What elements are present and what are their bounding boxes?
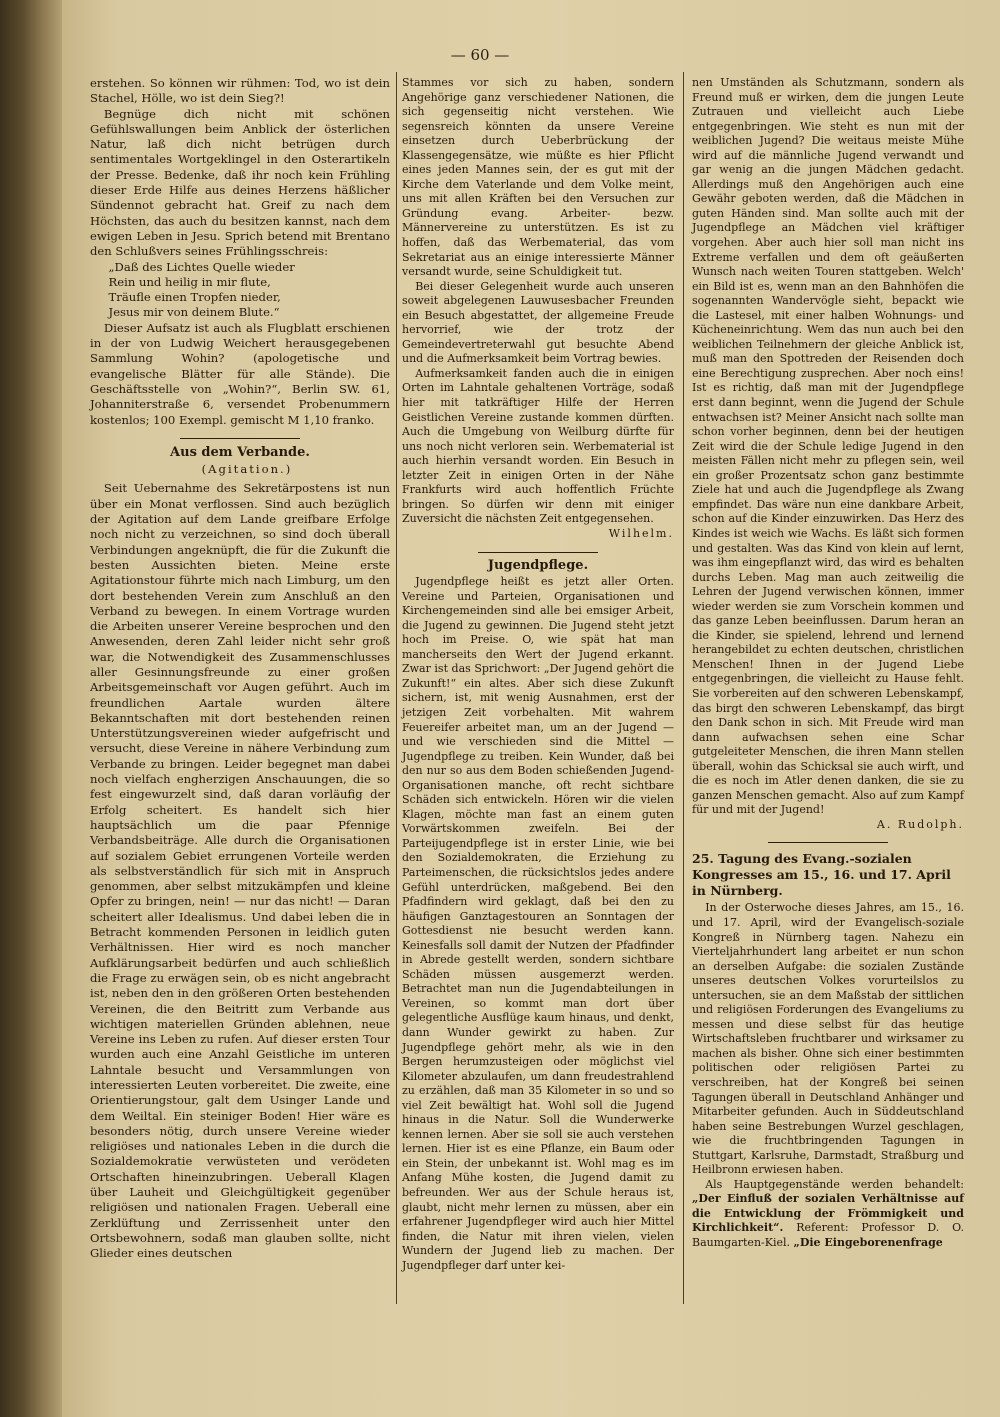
paragraph: Aufmerksamkeit fanden auch die in einigen Orten im Lahntale gehaltenen Vorträge, sodaß hier mit tatkräftiger Hilfe der Herren Geistlichen Vereine zustande kommen dürften. Auch die Umgebung von Weilburg dürfte für uns noch nicht verloren sein. Werbematerial ist auch hierhin versandt worden. Ein Besuch in letzter Zeit in einigen Orten in der Nähe Frankfurts wird auch hoffentlich Früchte bringen. So dürfen wir denn mit einiger Zuversicht die nächsten Zeit entgegensehen. — [402, 366, 674, 526]
paragraph — [692, 1178, 964, 1251]
paragraph: Begnüge dich nicht mit schönen Gefühlswallungen beim Anblick der österlichen Natur, laß dich nicht betrügen durch sentimentales Wortgeklingel in den Osterartikeln der Presse. Bedenke, daß ihr noch kein Frühling dieser Erde Hilfe aus deines Herzens häßlicher Sündennot gebracht hat. Greif zu nach dem Höchsten, das auch du besitzen kannst, nach dem ewigen Leben in Jesu. Sprich betend mit Brentano den Schlußvers seines Frühlingsschreis: — [90, 106, 390, 259]
verse-line: „Daß des Lichtes Quelle wieder — [108, 259, 295, 274]
section-subheading: (Agitation.) — [201, 462, 293, 477]
paragraph: Bei dieser Gelegenheit wurde auch unseren soweit abgelegenen Lauwusesbacher Freunden ein Besuch abgestattet, der allgemeine Freude hervorrief, wie der trotz der Gemeindevertreterwahl gut besuchte Abend und die Aufmerksamkeit beim Vortrag bewies. — [402, 279, 674, 366]
text-run: Als Hauptgegenstände werden behandelt: — [705, 1177, 964, 1191]
paragraph: In der Osterwoche dieses Jahres, am 15., 16. und 17. April, wird der Evangelisch-soziale Kongreß in Nürnberg tagen. Nahezu ein Vierteljahrhundert lang arbeitet er nun schon an derselben Aufgabe: die sozialen Zustände unseres deutschen Volkes vorurteilslos zu untersuchen, sie an dem Maßstab der sittlichen und religiösen Forderungen des Evangeliums zu messen und diese selbst für das heutige Wirtschaftsleben fruchtbarer und wirksamer zu machen als bisher. Ohne sich einer bestimmten politischen oder religiösen Partei zu verschreiben, hat der Kongreß bei seinen Tagungen überall in Deutschland Anhänger und Mitarbeiter gefunden. Auch in Süddeutschland haben seine Bestrebungen Wurzel geschlagen, wie die fruchtbringenden Tagungen in Stuttgart, Karlsruhe, Darmstadt, Straßburg und Heilbronn erwiesen haben. — [692, 901, 964, 1177]
paragraph: Seit Uebernahme des Sekretärpostens ist nun über ein Monat verflossen. Sind auch bezüglich der Agitation auf dem Lande greifbare Erfolge noch nicht zu verzeichnen, so sind doch überall Verbindungen angeknüpft, die für die Zukunft die besten Aussichten bieten. Meine erste Agitationstour führte mich nach Limburg, um den dort bestehenden Verein zum Anschluß an den Verband zu bewegen. In einem Vortrage wurden die Arbeiten unserer Vereine besprochen und den Anwesenden, deren Zahl leider nicht sehr groß war, die Notwendigkeit des Zusammenschlusses aller Gesinnungsfreunde zu einer großen Arbeitsgemeinschaft vor Augen geführt. Auch im freundlichen Aartale wurden ältere Bekanntschaften mit dort bestehenden reinen Unterstützungsvereinen wieder aufgefrischt und versucht, diese Vereine in nähere Verbindung zum Verbande zu bringen. Leider begegnet man dabei noch vielfach engherzigen Anschauungen, die so fest eingewurzelt sind, daß daran vorläufig der Erfolg scheitert. Es handelt sich hier hauptsächlich um die paar Pfennige Verbandsbeiträge. Alle durch die Organisationen auf sozialem Gebiet errungenen Vorteile werden als selbstverständlich für sich mit in Anspruch genommen, aber selbst mitzukämpfen und kleine Opfer zu bringen, nein! — nur das nicht! — Daran scheitert aller Idealismus. Und dabei leben die in Betracht kommenden Personen in leidlich guten Verhältnissen. Hier wird es noch mancher Aufklärungsarbeit bedürfen und auch schließlich die Frage zu erwägen sein, ob es nicht angebracht ist, neben den in den größeren Orten bestehenden Vereinen, die den Beitritt zum Verbande aus wichtigen materiellen Gründen ablehnen, neue Vereine ins Leben zu rufen. Auf dieser ersten Tour wurden auch eine Anzahl Geistliche im unteren Lahntale besucht und Versammlungen von interessierten Leuten vorbereitet. Die zweite, eine Orientierungstour, galt dem Usinger Lande und dem Weiltal. Ein steiniger Boden! Hier wäre es besonders nötig, durch unsere Vereine wieder religiöses und nationales Leben in die durch die Sozialdemokratie verwüsteten und verödeten Ortschaften hineinzubringen. Ueberall Klagen über Lauheit und Gleichgültigkeit gegenüber religiösen und nationalen Fragen. Ueberall eine Zerklüftung und Zerrissenheit unter den Ortsbewohnern, sodaß man glauben sollte, nicht Glieder eines deutschen — [90, 481, 390, 1261]
section-heading: Aus dem Verbande. — [170, 444, 310, 460]
author-signature: A. Rudolph. — [876, 817, 964, 831]
column-middle — [402, 76, 674, 1273]
paragraph: nen Umständen als Schutzmann, sondern als Freund muß er wirken, dem die jungen Leute Zutrauen und vielleicht auch Liebe entgegenbringen. Wie steht es nun mit der weiblichen Jugend? Die weitaus meiste Mühe wird auf die männliche Jugend verwandt und gar wenig an die jungen Mädchen gedacht. Allerdings muß den Angehörigen auch eine Gewähr geboten werden, daß die Mädchen in guten Händen sind. Man sollte auch mit der Jugendpflege an Mädchen viel kräftiger vorgehen. Aber auch hier soll man nicht ins Extreme verfallen und dem oft geäußerten Wunsch nach weiten Touren stattgeben. Welch' ein Bild ist es, wenn man an den Bahnhöfen die sogenannten Wandervögle sieht, bepackt wie die Lastesel, mit einer halben Wohnungs- und Kücheneinrichtung. Wem das nun auch bei den weiblichen Teilnehmern der gleiche Anblick ist, muß man den Spottreden der Reisenden doch eine Berechtigung zusprechen. Aber noch eins! Ist es richtig, daß man mit der Jugendpflege erst dann beginnt, wenn die Jugend der Schule entwachsen ist? Meiner Ansicht nach sollte man schon vorher beginnen, denn bei der heutigen Zeit wird die der Schule ledige Jugend in den meisten Fällen nicht mehr zu pflegen sein, weil ein großer Prozentsatz schon ganz bestimmte Ziele hat und auch die Jugendpflege als Zwang empfindet. Das wäre nun eine dankbare Arbeit, schon auf die Kinder einzuwirken. Das Herz des Kindes ist weich wie Wachs. Es läßt sich formen und gestalten. Was das Kind von klein auf lernt, was ihm eingepflanzt wird, das wird es behalten durchs Leben. Mag man auch zeitweilig die Lehren der Jugend verwischen können, immer wieder werden sie zum Vorschein kommen und das ganze Leben beeinflussen. Darum heran an die Kinder, sie spielend, lehrend und lernend herangebildet zu echten deutschen, christlichen Menschen! Ihnen in der Jugend Liebe entgegenbringen, die vielleicht zu Hause fehlt. Sie vorbereiten auf den schweren Lebenskampf, das birgt den schweren Lebenskampf, das birgt den Dank schon in sich. Mit Freude wird man dann aufwachsen sehen eine Schar gutgeleiteter Menschen, die ihren Mann stellen überall, wohin das Schicksal sie auch wirft, und die es noch im Atler denen danken, die sie zu ganzen Menschen gemacht. Also auf zum Kampf für und mit der Jugend! — [692, 76, 964, 817]
column-rule — [683, 72, 684, 1304]
section-divider — [478, 552, 598, 553]
section-heading: Jugendpflege. — [487, 557, 589, 573]
author-signature: Wilhelm. — [608, 526, 674, 540]
column-right — [692, 76, 964, 1251]
lecture-title: „Der Einfluß der sozialen Verhältnisse auf die Entwicklung der Frömmigkeit und Kirchlichkeit“. — [692, 1192, 964, 1235]
section-heading: 25. Tagung des Evang.-sozialen Kongresses am 15., 16. und 17. April in Nürnberg. — [692, 851, 951, 899]
lecture-title: „Die Eingeborenenfrage — [793, 1236, 943, 1250]
paragraph: erstehen. So können wir rühmen: Tod, wo ist dein Stachel, Hölle, wo ist dein Sieg?! — [90, 76, 390, 106]
book-gutter — [0, 0, 62, 1417]
text-run: Referent: Professor D. O. Baumgarten-Kiel. — [692, 1221, 964, 1250]
paragraph: Stammes vor sich zu haben, sondern Angehörige ganz verschiedener Nationen, die sich gegenseitig nicht verstehen. Wie segensreich könnten da unsere Vereine einsetzen durch Ueberbrückung der Klassengegensätze, wie müßte es hier Pflicht eines jeden Mannes sein, der es gut mit der Kirche dem Vaterlande und dem Volke meint, uns mit allen Kräften bei den Versuchen zur Gründung evang. Arbeiter- bezw. Männervereine zu unterstützen. Es ist zu hoffen, daß das Werbematerial, das vom Sekretariat aus an einige interessierte Männer versandt wurde, seine Schuldigkeit tut. — [402, 76, 674, 279]
verse-line: Jesus mir von deinem Blute.“ — [108, 305, 280, 320]
section-divider — [180, 438, 300, 439]
page-number: — 60 — — [450, 46, 510, 64]
verse-line: Träufle einen Tropfen nieder, — [108, 290, 281, 305]
paragraph: Jugendpflege heißt es jetzt aller Orten. Vereine und Parteien, Organisationen und Kirchengemeinden sind alle bei emsiger Arbeit, die Jugend zu gewinnen. Die Jugend steht jetzt hoch im Preise. O, wie spät hat man mancherseits den Wert der Jugend erkannt. Zwar ist das Sprichwort: „Der Jugend gehört die Zukunft!“ ein altes. Aber sich diese Zukunft sichern, ist, mit wenig Ausnahmen, erst der jetzigen Zeit vorbehalten. Mit wahrem Feuereifer arbeitet man, um an der Jugend — und wie verschieden sind die Mittel — Jugendpflege zu treiben. Kein Wunder, daß bei den nur so aus dem Boden schießenden Jugend-Organisationen manche, oft recht sichtbare Schäden sich entwickeln. Hören wir die vielen Klagen, möchte man fast an einem guten Vorwärtskommen zweifeln. Bei der Parteijugendpflege ist in erster Linie, wie bei den Sozialdemokraten, die Erziehung zu Parteimenschen, die rücksichtslos jedes andere Gefühl unterdrücken, maßgebend. Bei den Pfadfindern wird geklagt, daß bei den zu häufigen Ganztagestouren an Sonntagen der Gottesdienst nie besucht werden kann. Keinesfalls soll damit der Nutzen der Pfadfinder in Abrede gestellt werden, sondern sichtbare Schäden müssen ausgemerzt werden. Betrachtet man nun die Jugendabteilungen in Vereinen, so kommt man dort über gelegentliche Ausflüge kaum hinaus, und denkt, dann Wunder gewirkt zu haben. Zur Jugendpflege gehört mehr, als wie in den Bergen herumzusteigen oder möglichst viel Kilometer abzulaufen, um dann freudestrahlend zu erzählen, daß man 35 Kilometer in so und so viel Zeit bewältigt hat. Wohl soll die Jugend hinaus in die Natur. Soll die Wunderwerke kennen lernen. Aber sie soll sie auch verstehen lernen. Hier ist es eine Pflanze, ein Baum oder ein Stein, der unbekannt ist. Wohl mag es im Anfang Mühe kosten, die Jugend damit zu befreunden. Wer aus der Schule heraus ist, glaubt, nicht mehr lernen zu müssen, aber ein erfahrener Jugendpfleger wird auch hier Mittel finden, die Natur mit ihren vielen, vielen Wundern der Jugend lieb zu machen. Der Jugendpfleger darf unter kei- — [402, 575, 674, 1272]
section-divider — [768, 842, 888, 843]
paragraph: Dieser Aufsatz ist auch als Flugblatt erschienen in der von Ludwig Weichert herausgegebenen Sammlung Wohin? (apologetische und evangelische Blätter für alle Stände). Die Geschäftsstelle von „Wohin?“, Berlin SW. 61, Johanniterstraße 6, versendet Probenummern kostenlos; 100 Exempl. gemischt M 1,10 franko. — [90, 320, 390, 427]
verse-line: Rein und heilig in mir flute, — [108, 274, 271, 289]
column-left — [90, 76, 390, 1262]
column-rule — [396, 72, 397, 1304]
